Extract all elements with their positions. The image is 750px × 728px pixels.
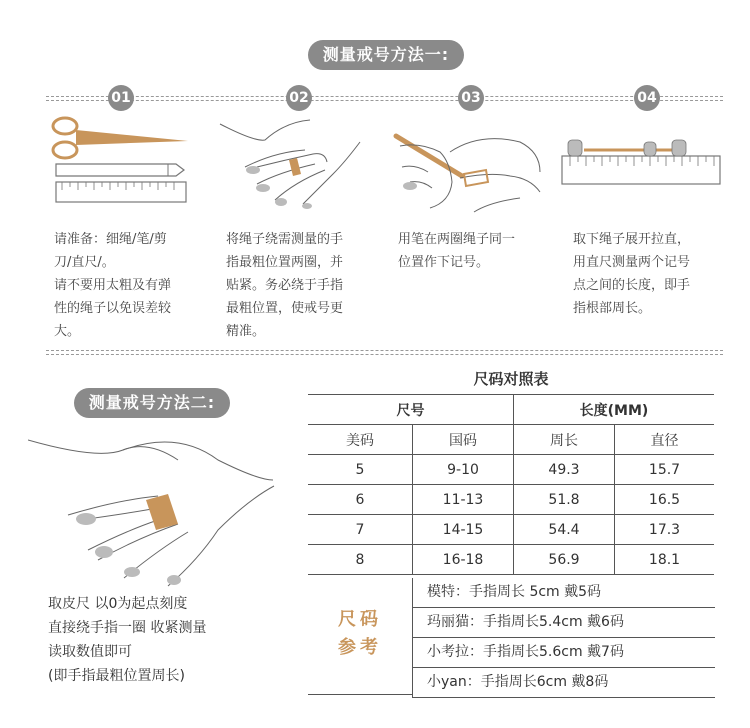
cell-circ: 49.3 xyxy=(514,455,615,485)
reference-bottom-rule xyxy=(308,694,412,695)
cell-circ: 54.4 xyxy=(514,515,615,545)
header-us-size: 美码 xyxy=(308,425,413,455)
step-4-number: 04 xyxy=(634,85,660,111)
table-row xyxy=(308,485,714,515)
scissors-pencil-ruler-icon xyxy=(48,112,193,207)
table-row xyxy=(308,545,714,575)
header-length: 长度(MM) xyxy=(514,395,715,425)
reference-item: 小考拉：手指周长5.6cm 戴7码 xyxy=(413,638,715,668)
method2-title: 测量戒号方法二: xyxy=(74,388,230,418)
steps-divider-top xyxy=(46,96,723,101)
cell-us: 8 xyxy=(308,545,413,575)
cell-us: 7 xyxy=(308,515,413,545)
step-2-description: 将绳子绕需测量的手 指最粗位置两圈，并 贴紧。务必绕于手指 最粗位置，使戒号更 精准。 xyxy=(226,232,344,339)
step-1-number: 01 xyxy=(108,85,134,111)
reference-item: 玛丽猫：手指周长5.4cm 戴6码 xyxy=(413,608,715,638)
cell-cn: 16-18 xyxy=(413,545,514,575)
cell-dia: 18.1 xyxy=(615,545,715,575)
hand-tape-measure-icon xyxy=(28,420,278,590)
cell-cn: 14-15 xyxy=(413,515,514,545)
size-table xyxy=(308,394,714,575)
cell-circ: 56.9 xyxy=(514,545,615,575)
step-1-description: 请准备：细绳/笔/剪 刀/直尺/。 请不要用太粗及有弹 性的绳子以免误差较 大。 xyxy=(54,232,172,339)
hand-wrap-string-icon xyxy=(215,112,365,212)
hand-pen-mark-icon xyxy=(390,112,545,222)
method1-title: 测量戒号方法一: xyxy=(308,40,464,70)
step-2-number: 02 xyxy=(286,85,312,111)
cell-circ: 51.8 xyxy=(514,485,615,515)
table-row xyxy=(308,455,714,485)
cell-cn: 11-13 xyxy=(413,485,514,515)
step-4-description: 取下绳子展开拉直， 用直尺测量两个记号 点之间的长度，即手 指根部周长。 xyxy=(573,232,691,316)
reference-item: 小yan：手指周长6cm 戴8码 xyxy=(413,668,715,698)
cell-us: 6 xyxy=(308,485,413,515)
header-circumference: 周长 xyxy=(514,425,615,455)
header-size: 尺号 xyxy=(308,395,514,425)
cell-dia: 17.3 xyxy=(615,515,715,545)
reference-item: 模特：手指周长 5cm 戴5码 xyxy=(413,578,715,608)
cell-us: 5 xyxy=(308,455,413,485)
reference-list xyxy=(412,578,715,698)
reference-label: 尺码 参考 xyxy=(338,609,382,658)
step-3-number: 03 xyxy=(458,85,484,111)
ruler-measure-icon xyxy=(560,136,722,190)
size-table-title: 尺码对照表 xyxy=(473,370,549,388)
header-diameter: 直径 xyxy=(615,425,715,455)
cell-dia: 16.5 xyxy=(615,485,715,515)
method2-description: 取皮尺 以0为起点刻度 直接绕手指一圈 收紧测量 读取数值即可 (即手指最粗位置周长) xyxy=(48,596,207,684)
table-row xyxy=(308,515,714,545)
section-divider xyxy=(46,350,723,355)
header-cn-size: 国码 xyxy=(413,425,514,455)
cell-cn: 9-10 xyxy=(413,455,514,485)
cell-dia: 15.7 xyxy=(615,455,715,485)
step-3-description: 用笔在两圈绳子同一 位置作下记号。 xyxy=(398,232,516,270)
